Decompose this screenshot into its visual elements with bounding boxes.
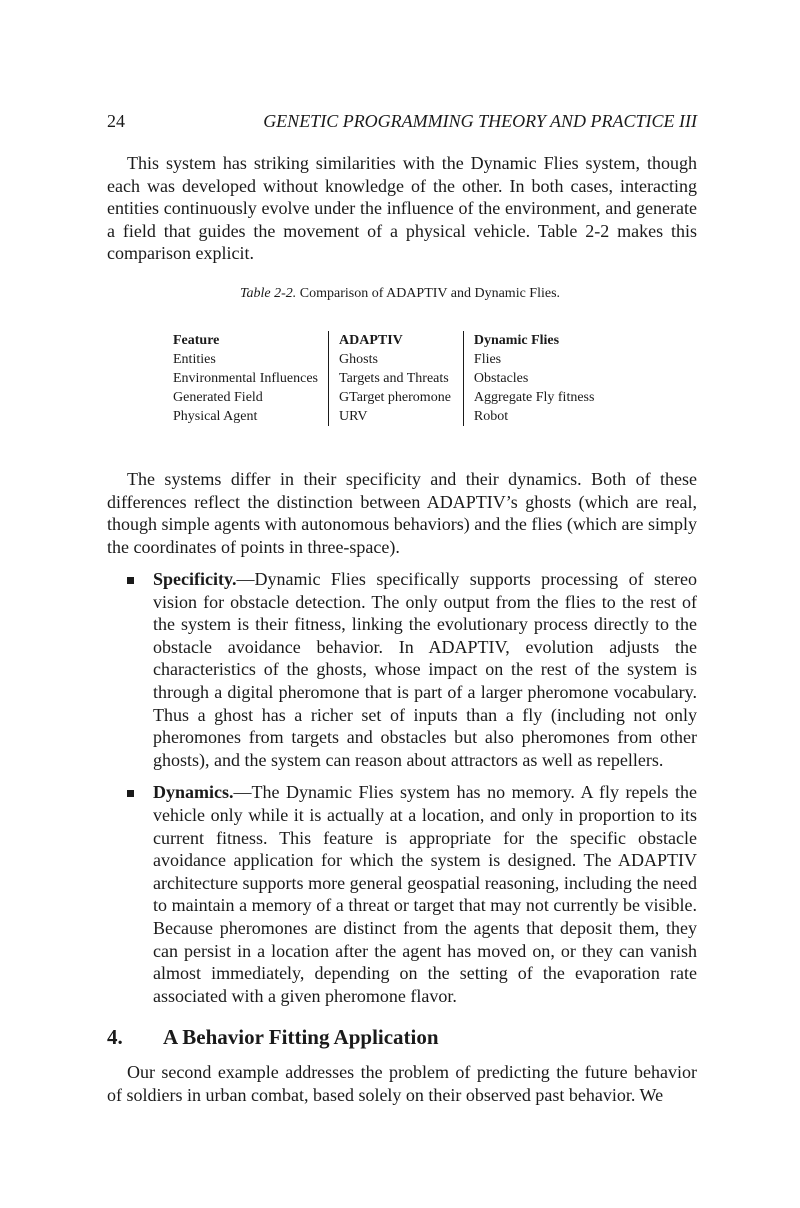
table-caption — [0, 286, 800, 302]
table-caption-text: Comparison of ADAPTIV and Dynamic Flies. — [299, 286, 561, 301]
table-cell: Flies — [463, 350, 600, 369]
page-number: 24 — [107, 111, 125, 131]
table-cell: Obstacles — [463, 369, 600, 388]
table-cell: Ghosts — [329, 350, 464, 369]
table-cell: Aggregate Fly fitness — [463, 388, 600, 407]
table-cell: URV — [329, 407, 464, 426]
differences-paragraph: The systems differ in their specificity and their dynamics. Both of these differences reflect the distinction between ADAPTIV’s ghosts (which are real, though simple agents with autonomous behaviors) and the flies (which are simply the coordinates of points in three-space). — [107, 469, 697, 557]
bullet-term: Dynamics. — [153, 782, 234, 803]
comparison-table — [167, 331, 600, 426]
bullet-text: —The Dynamic Flies system has no memory. A fly repels the vehicle only while it is actually at a location, and only in proportion to its current fitness. This feature is appropriate for the specific obstacle avoidance application for which the system is designed. The ADAPTIV architecture supports more general geospatial reasoning, including the need to maintain a memory of a threat or target that may not currently be visible. Because pheromones are distinct from the agents that deposit them, they can persist in a location after the agent has moved on, or they can vanish almost immediately, depending on the setting of the evaporation rate associated with a given pheromone flavor. — [153, 782, 697, 1006]
page-header — [107, 111, 697, 135]
table-cell: Environmental Influences — [173, 371, 319, 386]
section-number: 4. — [107, 1025, 123, 1049]
bullet-item-specificity — [107, 568, 697, 771]
table-cell: Physical Agent — [173, 409, 258, 424]
table-row — [167, 369, 600, 388]
running-title: GENETIC PROGRAMMING THEORY AND PRACTICE III — [263, 111, 697, 131]
square-bullet-icon — [127, 577, 134, 584]
table-row — [167, 388, 600, 407]
bullet-list — [107, 568, 697, 1017]
table-header-cell: Feature — [173, 333, 220, 348]
bullet-item-dynamics — [107, 781, 697, 1007]
section-title: A Behavior Fitting Application — [163, 1025, 439, 1049]
table-row — [167, 350, 600, 369]
square-bullet-icon — [127, 790, 134, 797]
table-cell: Targets and Threats — [329, 369, 464, 388]
section-heading — [107, 1025, 439, 1050]
table-cell: GTarget pheromone — [329, 388, 464, 407]
intro-paragraph: This system has striking similarities with the Dynamic Flies system, though each was developed without knowledge of the other. In both cases, interacting entities continuously evolve under the influence of the environment, and generate a field that guides the movement of a physical vehicle. Table 2-2 makes this comparison explicit. — [107, 153, 697, 264]
table-header-row — [167, 331, 600, 350]
table-header-cell: ADAPTIV — [329, 331, 464, 350]
table-header-cell: Dynamic Flies — [463, 331, 600, 350]
table-cell: Entities — [173, 352, 216, 367]
table-caption-label: Table 2-2. — [239, 286, 297, 301]
bullet-term: Specificity. — [153, 569, 237, 589]
table-cell: Robot — [463, 407, 600, 426]
closing-paragraph: Our second example addresses the problem of predicting the future behavior of soldiers in urban combat, based solely on their observed past behavior. We — [107, 1062, 697, 1105]
bullet-text: —Dynamic Flies specifically supports processing of stereo vision for obstacle detection. The only output from the flies to the rest of the system is their fitness, linking the evolutionary process directly to the obstacle avoidance behavior. In ADAPTIV, evolution adjusts the characteristics of the ghosts, whose impact on the rest of the system is through a digital pheromone that is part of a larger pheromone vocabulary. Thus a ghost has a richer set of inputs than a fly (including not only pheromones from targets and obstacles but also pheromones from other ghosts), and the system can reason about attractors as well as repellers. — [153, 569, 697, 770]
table-cell: Generated Field — [173, 390, 263, 405]
table-row — [167, 407, 600, 426]
